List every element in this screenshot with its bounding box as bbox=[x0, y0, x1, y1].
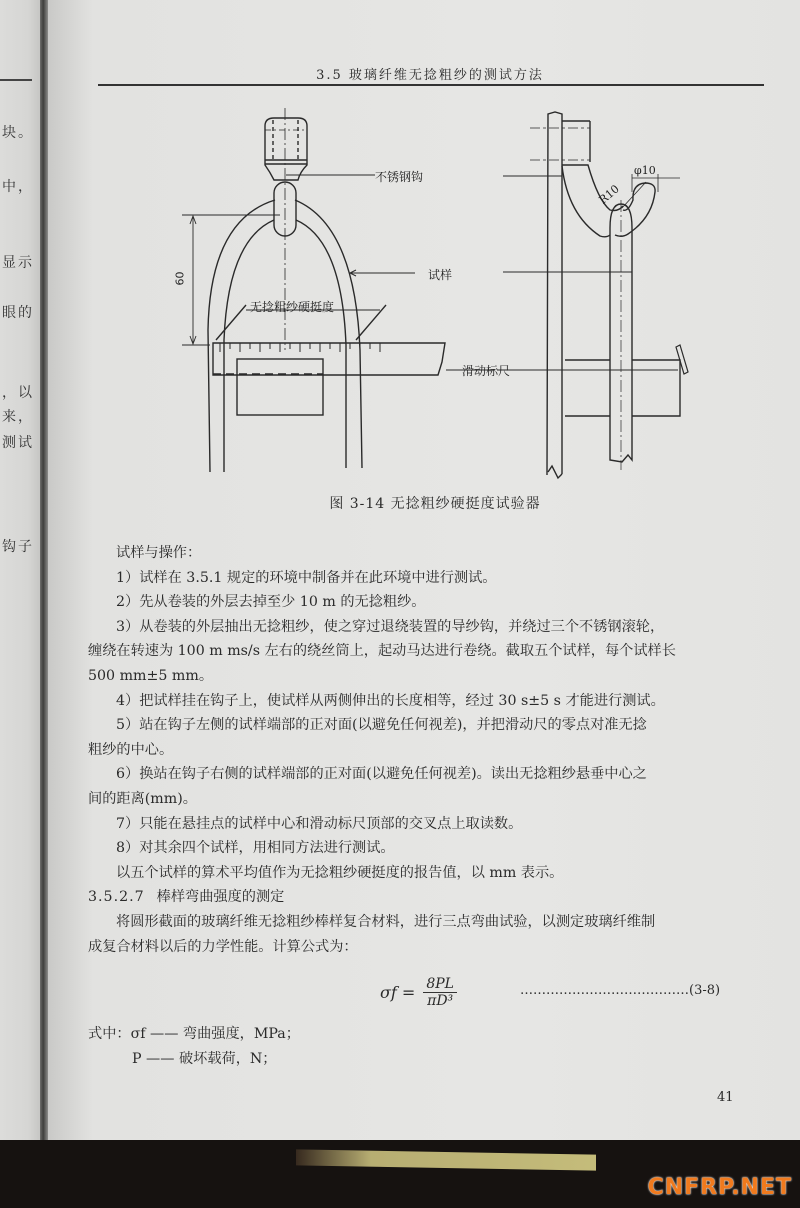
left-page-fragment: ，以 bbox=[2, 385, 34, 401]
figure-stiffness-tester bbox=[170, 100, 690, 480]
left-page-fragment: 显示 bbox=[2, 255, 34, 271]
formula-fraction bbox=[423, 976, 457, 1009]
left-page-fragment: 块。 bbox=[2, 125, 34, 141]
left-page-fragment: 测试 bbox=[2, 435, 34, 451]
dimension-60: 60 bbox=[173, 271, 187, 286]
scan-glare bbox=[296, 1149, 596, 1170]
step-3: 3）从卷装的外层抽出无捻粗纱，使之穿过退绕装置的导纱钩，并绕过三个不锈钢滚轮， bbox=[116, 618, 665, 635]
step-7: 7）只能在悬挂点的试样中心和滑动标尺顶部的交叉点上取读数。 bbox=[116, 815, 523, 832]
report-statement: 以五个试样的算术平均值作为无捻粗纱硬挺度的报告值，以 mm 表示。 bbox=[116, 864, 564, 881]
intro-line-2: 成复合材料以后的力学性能。计算公式为： bbox=[88, 938, 358, 955]
section-title: 棒样弯曲强度的测定 bbox=[156, 889, 285, 906]
formula-numerator: 8PL bbox=[423, 976, 457, 993]
left-page-fragment: 中， bbox=[2, 179, 34, 195]
label-roving-stiffness: 无捻粗纱硬挺度 bbox=[250, 300, 335, 314]
step-2: 2）先从卷装的外层去掉至少 10 m 的无捻粗纱。 bbox=[116, 594, 426, 611]
book-gutter bbox=[40, 0, 48, 1140]
figure-caption: 图 3-14 无捻粗纱硬挺度试验器 bbox=[329, 496, 541, 512]
left-page-fragment: 钩子 bbox=[2, 539, 34, 555]
step-4: 4）把试样挂在钩子上，使试样从两侧伸出的长度相等，经过 30 s±5 s 才能进行测试。 bbox=[116, 692, 665, 709]
formula-3-8 bbox=[380, 976, 457, 1009]
left-page-fragment: 来， bbox=[2, 409, 34, 425]
step-5: 5）站在钩子左侧的试样端部的正对面(以避免任何视差)，并把滑动尺的零点对准无捻 bbox=[116, 717, 647, 734]
step-6: 6）换站在钩子右侧的试样端部的正对面(以避免任何视差)。读出无捻粗纱悬垂中心之 bbox=[116, 766, 647, 783]
left-neighbor-page bbox=[0, 0, 40, 1140]
step-6-cont: 间的距离(mm)。 bbox=[88, 790, 197, 807]
page-number: 41 bbox=[717, 1090, 734, 1105]
stiffness-tester-diagram bbox=[170, 100, 690, 480]
equation-number: …………………………………(3-8) bbox=[520, 983, 721, 998]
formula-denominator: πD³ bbox=[427, 993, 454, 1009]
step-1: 1）试样在 3.5.1 规定的环境中制备并在此环境中进行测试。 bbox=[116, 569, 497, 586]
intro-line-1: 将圆形截面的玻璃纤维无捻粗纱棒样复合材料，进行三点弯曲试验，以测定玻璃纤维制 bbox=[116, 913, 656, 930]
procedure-title: 试样与操作： bbox=[116, 545, 202, 561]
step-8: 8）对其余四个试样，用相同方法进行测试。 bbox=[116, 840, 395, 857]
running-head: 3.5 玻璃纤维无捻粗纱的测试方法 bbox=[316, 68, 544, 83]
formula-lhs: σf = bbox=[380, 983, 416, 1002]
step-3-cont: 500 mm±5 mm。 bbox=[88, 667, 214, 684]
left-page-fragment: 眼的 bbox=[2, 305, 34, 321]
where-line-2: P —— 破坏载荷，N； bbox=[132, 1050, 277, 1067]
section-heading bbox=[88, 885, 768, 910]
label-sample: 试样 bbox=[428, 268, 453, 282]
watermark-logo: CNFRP.NET bbox=[647, 1175, 792, 1200]
label-radius: R10 bbox=[596, 182, 622, 207]
where-block bbox=[88, 1022, 768, 1071]
step-5-cont: 粗纱的中心。 bbox=[88, 741, 174, 758]
header-rule bbox=[98, 84, 764, 86]
body-text bbox=[88, 541, 768, 959]
section-number: 3.5.2.7 bbox=[88, 889, 145, 906]
label-sliding-ruler: 滑动标尺 bbox=[462, 364, 511, 378]
where-line-1: 式中：σf —— 弯曲强度，MPa； bbox=[88, 1026, 300, 1042]
label-diameter: φ10 bbox=[634, 164, 656, 177]
step-3-cont: 缠绕在转速为 100 m ms/s 左右的绕丝筒上，起动马达进行卷绕。截取五个试样，每个试样长 bbox=[88, 643, 676, 660]
label-stainless-hook: 不锈钢钩 bbox=[375, 170, 424, 184]
